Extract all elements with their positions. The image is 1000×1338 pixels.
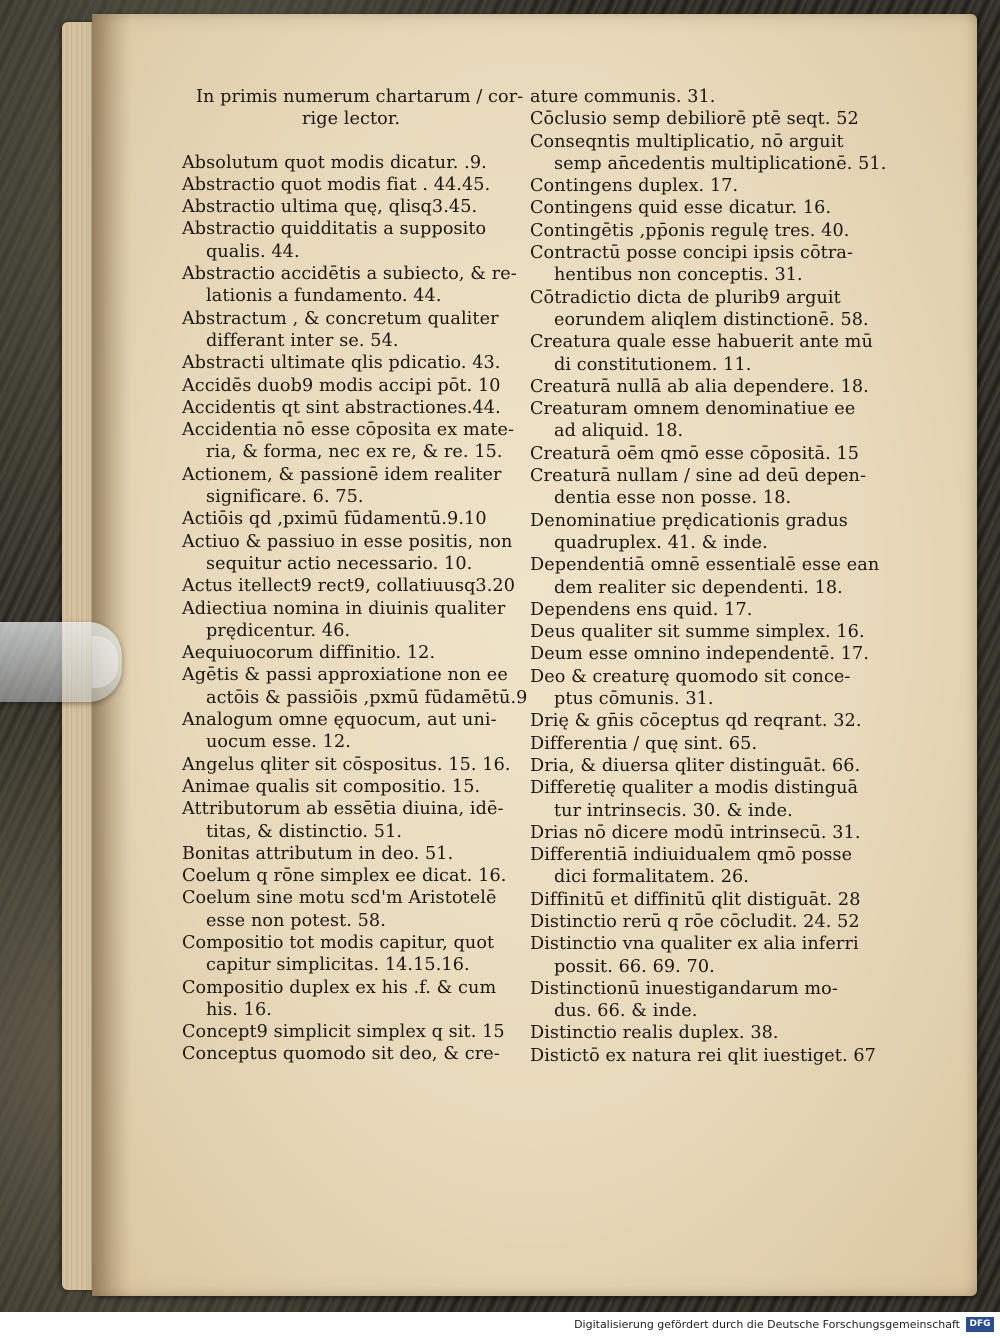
index-entry <box>530 510 872 555</box>
index-entry <box>182 865 518 887</box>
entry-line: Differentia / quę sint. 65. <box>530 733 758 754</box>
entry-line: Coelum q rōne simplex ee dicat. 16. <box>182 866 507 887</box>
entry-line: Distinctio rerū q rōe cōcludit. 24. 52 <box>530 911 860 932</box>
index-entry <box>530 86 872 108</box>
index-entry <box>182 843 518 865</box>
index-entry <box>530 978 872 1023</box>
heading-line: In primis numerum chartarum / cor- <box>196 87 524 107</box>
index-entry <box>530 220 872 242</box>
index-entry <box>182 218 518 263</box>
entry-continuation: tur intrinsecis. 30. & inde. <box>554 800 793 821</box>
index-column-right <box>530 86 887 1067</box>
entry-line: Contingētis ,pp̄onis regulę tres. 40. <box>530 220 850 241</box>
entry-line: Conseqntis multiplicatio, nō arguit <box>530 131 844 152</box>
index-entry <box>182 375 518 397</box>
entry-line: Contingens quid esse dicatur. 16. <box>530 198 832 219</box>
index-entry <box>182 664 528 709</box>
entry-line: Abstractio quidditatis a supposito <box>182 219 487 240</box>
entry-line: Dria, & diuersa qliter distinguāt. 66. <box>530 755 861 776</box>
footer-bar <box>0 1312 1000 1338</box>
index-entry <box>530 933 872 978</box>
heading-continuation: rige lector. <box>302 109 401 130</box>
entry-continuation: qualis. 44. <box>206 241 300 262</box>
index-entry <box>530 844 872 889</box>
entry-continuation: dus. 66. & inde. <box>554 1001 698 1022</box>
index-entry <box>530 376 872 398</box>
index-entry <box>182 575 518 597</box>
entry-line: Conceptus quomodo sit deo, & cre- <box>182 1044 500 1065</box>
entry-line: Creaturā nullam / sine ad deū depen- <box>530 466 867 487</box>
index-entry <box>182 531 518 576</box>
entry-line: Abstractio ultima quę, qlisq3.45. <box>182 197 478 218</box>
index-entry <box>530 398 872 443</box>
entry-continuation: sequitur actio necessario. 10. <box>206 553 473 574</box>
index-entry <box>530 733 872 755</box>
entry-continuation: eorundem aliqlem distinctionē. 58. <box>554 309 869 330</box>
entry-line: Abstractio accidētis a subiecto, & re- <box>182 264 517 285</box>
index-entry <box>530 911 872 933</box>
index-entry <box>182 754 518 776</box>
entry-continuation: capitur simplicitas. 14.15.16. <box>206 955 470 976</box>
entry-continuation: his. 16. <box>206 999 272 1020</box>
index-entry <box>182 977 518 1022</box>
entry-continuation: quadruplex. 41. & inde. <box>554 532 768 553</box>
index-entry <box>530 197 872 219</box>
entry-line: Distinctio vna qualiter ex alia inferri <box>530 934 859 955</box>
index-entry <box>182 263 518 308</box>
entry-continuation: actōis & passiōis ,pxmū fūdamētū.9 <box>206 687 528 708</box>
entry-line: Deum esse omnino independentē. 17. <box>530 644 870 665</box>
entry-line: Adiectiua nomina in diuinis qualiter <box>182 598 506 619</box>
index-entry <box>182 152 518 174</box>
index-entry <box>530 710 872 732</box>
entry-line: Analogum omne ęquocum, aut uni- <box>182 710 497 731</box>
entry-line: Diffinitū et diffinitū qlit distiguāt. 28 <box>530 889 861 910</box>
entry-continuation: titas, & distinctio. 51. <box>206 821 403 842</box>
entry-line: Contingens duplex. 17. <box>530 176 739 197</box>
entry-line: Contractū posse concipi ipsis cōtra- <box>530 243 853 264</box>
index-entry <box>182 397 518 419</box>
entry-continuation: uocum esse. 12. <box>206 732 351 753</box>
entry-line: Accidentis qt sint abstractiones.44. <box>182 397 501 418</box>
entry-line: Accidēs duob9 modis accipi pōt. 10 <box>182 375 501 396</box>
entry-continuation: dem realiter sic dependenti. 18. <box>554 577 843 598</box>
entry-line: Angelus qliter sit cōspositus. 15. 16. <box>182 754 511 775</box>
entry-line: Creaturā oēm qmō esse cōpositā. 15 <box>530 443 860 464</box>
dfg-logo: DFG <box>966 1317 994 1332</box>
index-entry <box>530 1022 872 1044</box>
index-entry <box>182 1043 518 1065</box>
entry-continuation: ad aliquid. 18. <box>554 421 684 442</box>
entry-line: Actiōis qd ,pximū fūdamentū.9.10 <box>182 509 487 530</box>
entry-line: Abstractum , & concretum qualiter <box>182 308 499 329</box>
entry-line: Aequiuocorum diffinitio. 12. <box>182 643 436 664</box>
entry-line: Actus itellect9 rect9, collatiuusq3.20 <box>182 576 516 597</box>
entry-line: Cōtradictio dicta de plurib9 arguit <box>530 287 841 308</box>
index-entry <box>530 287 872 332</box>
entry-continuation: esse non potest. 58. <box>206 910 386 931</box>
index-entry <box>530 443 872 465</box>
entry-line: Actiuo & passiuo in esse positis, non <box>182 531 513 552</box>
index-entry <box>530 621 872 643</box>
index-entry <box>182 1021 518 1043</box>
entry-line: Attributorum ab essētia diuina, idē- <box>182 799 504 820</box>
index-entry <box>182 887 518 932</box>
entry-line: ature communis. 31. <box>530 87 716 107</box>
entry-line: Creaturam omnem denominatiue ee <box>530 399 856 420</box>
funding-note: Digitalisierung gefördert durch die Deutsche Forschungsgemeinschaft <box>574 1318 960 1331</box>
entry-line: Dependentiā omnē essentialē esse ean <box>530 555 880 576</box>
entry-line: Concept9 simplicit simplex q sit. 15 <box>182 1022 505 1043</box>
index-entry <box>182 196 518 218</box>
index-entry <box>182 419 518 464</box>
entry-line: Cōclusio semp debiliorē ptē seqt. 52 <box>530 109 859 130</box>
entry-line: Dependens ens quid. 17. <box>530 599 753 620</box>
entry-line: Abstractio quot modis fiat . 44.45. <box>182 174 491 195</box>
index-entry <box>530 108 872 130</box>
entry-line: Distinctionū inuestigandarum mo- <box>530 978 838 999</box>
entry-line: Abstracti ultimate qlis pdicatio. 43. <box>182 353 501 374</box>
entry-continuation: differant inter se. 54. <box>206 330 399 351</box>
index-entry <box>182 776 518 798</box>
index-entry <box>530 465 872 510</box>
entry-line: Distictō ex natura rei qlit iuestiget. 67 <box>530 1045 876 1066</box>
entry-continuation: ptus cōmunis. 31. <box>554 689 714 710</box>
index-entry <box>530 643 872 665</box>
entry-continuation: dici formalitatem. 26. <box>554 867 749 888</box>
index-entry <box>182 464 518 509</box>
index-entry <box>182 174 518 196</box>
index-entry <box>530 599 872 621</box>
index-entry <box>530 554 880 599</box>
entry-line: Differetię qualiter a modis distinguā <box>530 778 859 799</box>
index-entry <box>530 666 872 711</box>
index-entry <box>182 508 518 530</box>
entry-line: Absolutum quot modis dicatur. .9. <box>182 152 487 173</box>
entry-continuation: ria, & forma, nec ex re, & re. 15. <box>206 442 503 463</box>
index-column-left <box>182 86 528 1066</box>
entry-line: Bonitas attributum in deo. 51. <box>182 843 454 864</box>
entry-line: Animae qualis sit compositio. 15. <box>182 776 481 797</box>
entry-line: Accidentia nō esse cōposita ex mate- <box>182 420 515 441</box>
entry-line: Deus qualiter sit summe simplex. 16. <box>530 622 865 643</box>
index-entry <box>182 798 518 843</box>
index-entry <box>182 598 518 643</box>
entry-continuation: prędicentur. 46. <box>206 620 351 641</box>
index-entry <box>530 1045 876 1067</box>
entry-line: Agētis & passi approxiatione non ee <box>182 665 508 686</box>
entry-continuation: possit. 66. 69. 70. <box>554 956 715 977</box>
index-entry <box>530 175 872 197</box>
index-entry <box>530 822 872 844</box>
index-entry <box>182 352 518 374</box>
errata-heading <box>196 86 524 131</box>
entry-continuation: di constitutionem. 11. <box>554 354 752 375</box>
index-entry <box>182 642 518 664</box>
index-entry <box>530 242 872 287</box>
entry-line: Compositio tot modis capitur, quot <box>182 932 495 953</box>
index-entry <box>182 709 518 754</box>
entry-line: Compositio duplex ex his .f. & cum <box>182 977 497 998</box>
entry-line: Drias nō dicere modū intrinsecū. 31. <box>530 822 861 843</box>
entry-line: Differentiā indiuidualem qmō posse <box>530 845 853 866</box>
entry-continuation: dentia esse non posse. 18. <box>554 488 792 509</box>
entry-continuation: hentibus non conceptis. 31. <box>554 265 803 286</box>
entry-line: Creatura quale esse habuerit ante mū <box>530 332 873 353</box>
entry-continuation: semp an̄cedentis multiplicationē. 51. <box>554 153 887 174</box>
index-entry <box>530 777 872 822</box>
entry-continuation: lationis a fundamento. 44. <box>206 286 442 307</box>
index-entry <box>530 889 872 911</box>
entry-line: Distinctio realis duplex. 38. <box>530 1023 779 1044</box>
entry-line: Coelum sine motu scd'm Aristotelē <box>182 888 497 909</box>
entry-line: Deo & creaturę quomodo sit conce- <box>530 666 851 687</box>
entry-line: Creaturā nullā ab alia dependere. 18. <box>530 376 869 397</box>
entry-line: Drię & gn̄is cōceptus qd reqrant. 32. <box>530 711 862 732</box>
entry-continuation: significare. 6. 75. <box>206 487 364 508</box>
index-entry <box>530 331 872 376</box>
entry-line: Denominatiue prędicationis gradus <box>530 510 848 531</box>
index-entry <box>182 308 518 353</box>
index-entry <box>530 755 872 777</box>
index-entry <box>182 932 518 977</box>
index-entry <box>530 131 887 176</box>
entry-line: Actionem, & passionē idem realiter <box>182 464 502 485</box>
